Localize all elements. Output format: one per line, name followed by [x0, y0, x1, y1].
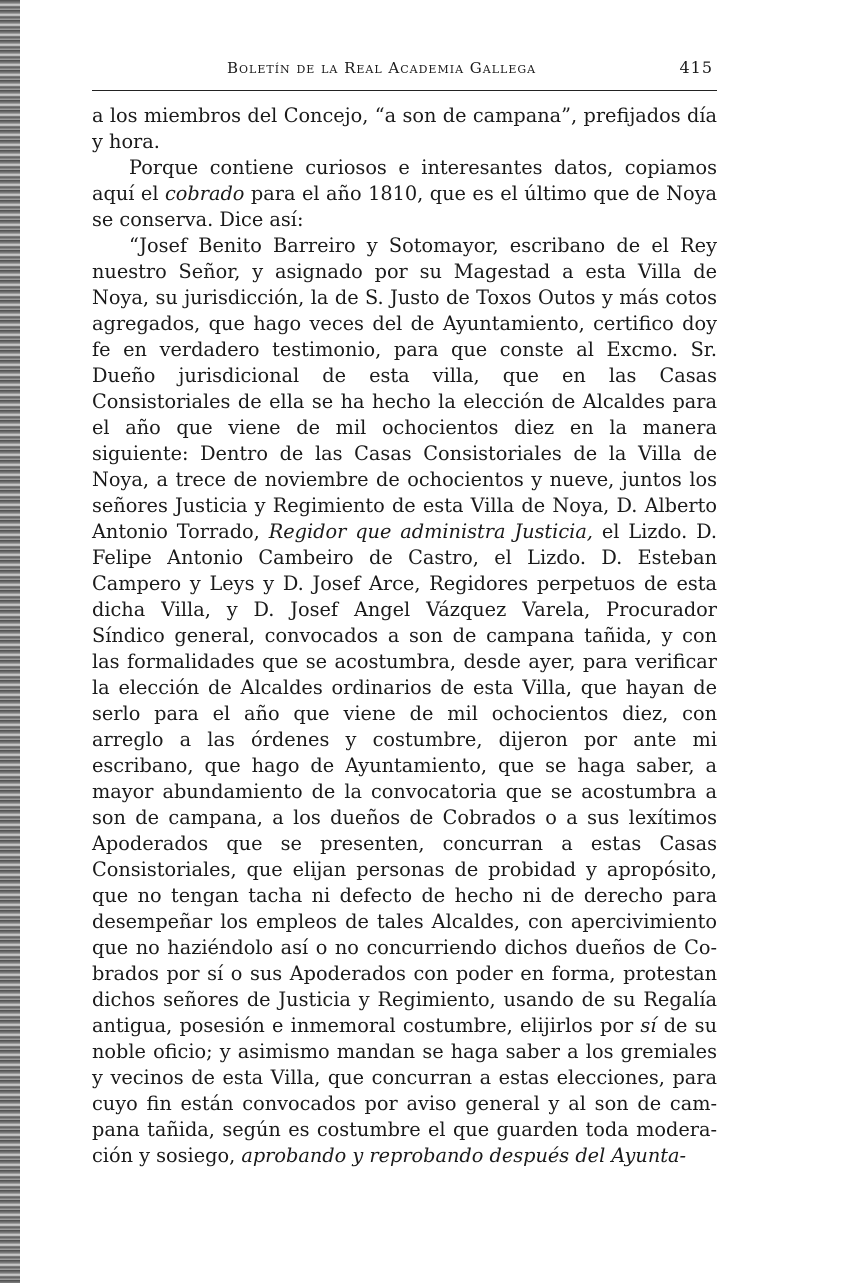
paragraph-3-quoted-document — [92, 233, 717, 1169]
body-text — [92, 103, 717, 1169]
running-title: Boletín de la Real Academia Gallega — [227, 59, 537, 77]
paragraph-3-text-a: “Josef Benito Barreiro y Sotomayor, escribano de el Rey nuestro Señor, y asignado por su Magestad a esta Villa de Noya, su jurisdicción, la de S. Justo de Toxos Outos y más cotos agregados, que hago veces del de Ayuntamiento, certifico doy fe en verdadero testimonio, para que conste al Excmo. Sr. Dueño jurisdicional de esta villa, que en las Casas Consistoriales de ella se ha hecho la elección de Alcaldes para el año que viene de mil ochocientos diez en la manera siguiente: Dentro de las Casas Consistoriales de la Villa de Noya, a trece de noviembre de ochocientos y nueve, juntos los señores Justicia y Regimiento de esta Villa de Noya, D. Alberto Antonio Torrado, — [92, 234, 717, 543]
paragraph-2-italic: cobrado — [165, 182, 245, 205]
book-page — [92, 58, 717, 1169]
paragraph-2 — [92, 155, 717, 233]
paragraph-3-text-b: el Lizdo. D. Felipe Antonio Cambeiro de Castro, el Lizdo. D. Esteban Campero y Leys y D. Josef Arce, Regidores perpetuos de esta dicha Villa, y D. Josef Angel Vázquez Varela, Procurador Síndico general, convocados a son de campana tañida, y con las formalidades que se acostumbra, desde ayer, para verificar la elección de Alcaldes ordinarios de esta Villa, que hayan de serlo para el año que viene de mil ochocientos diez, con arreglo a las órdenes y costumbre, dijeron por ante mi escribano, que hago de Ayuntamiento, que se haga saber, a mayor abundamiento de la convocatoria que se acostumbra a son de campana, a los dueños de Cobrados o a sus lexítimos Apoderados que se presenten, concurran a estas Casas Consistoriales, que elijan personas de probidad y apropósito, que no tengan tacha ni defecto de hecho ni de derecho para desempeñar los empleos de tales Alcaldes, con apercivimiento que no haziéndolo así o no concurriendo dichos dueños de Cobrados por sí o sus Apoderados con poder en forma, protestan dichos señores de Justicia y Regimiento, usando de su Regalía antigua, posesión e inmemoral costumbre, elijirlos por — [92, 520, 718, 1037]
paragraph-2-text-b: para el año 1810, que es el último que de Noya se conserva. Dice así: — [92, 182, 717, 231]
paragraph-1 — [92, 103, 717, 155]
paragraph-2-text-a: Porque contiene curiosos e interesantes datos, copiamos aquí el — [92, 156, 717, 205]
page-number: 415 — [679, 58, 713, 77]
paragraph-3-italic-a: Regidor que administra Justicia, — [268, 520, 593, 543]
paragraph-1-text: a los miembros del Concejo, “a son de campana”, prefijados día y hora. — [92, 104, 717, 153]
paragraph-3-italic-b: sí — [640, 1014, 657, 1037]
paragraph-3-italic-c: aprobando y reprobando después del Ayunta- — [241, 1144, 687, 1167]
paragraph-3-text-c: de su noble oficio; y asimismo mandan se haga saber a los gremiales y vecinos de esta Villa, que concurran a estas elecciones, para cuyo fin están convocados por aviso general y al son de campana tañida, según es costumbre el que guarden toda moderación y sosiego, — [92, 1014, 717, 1167]
binding-edge — [0, 0, 20, 1283]
running-header — [92, 58, 717, 91]
